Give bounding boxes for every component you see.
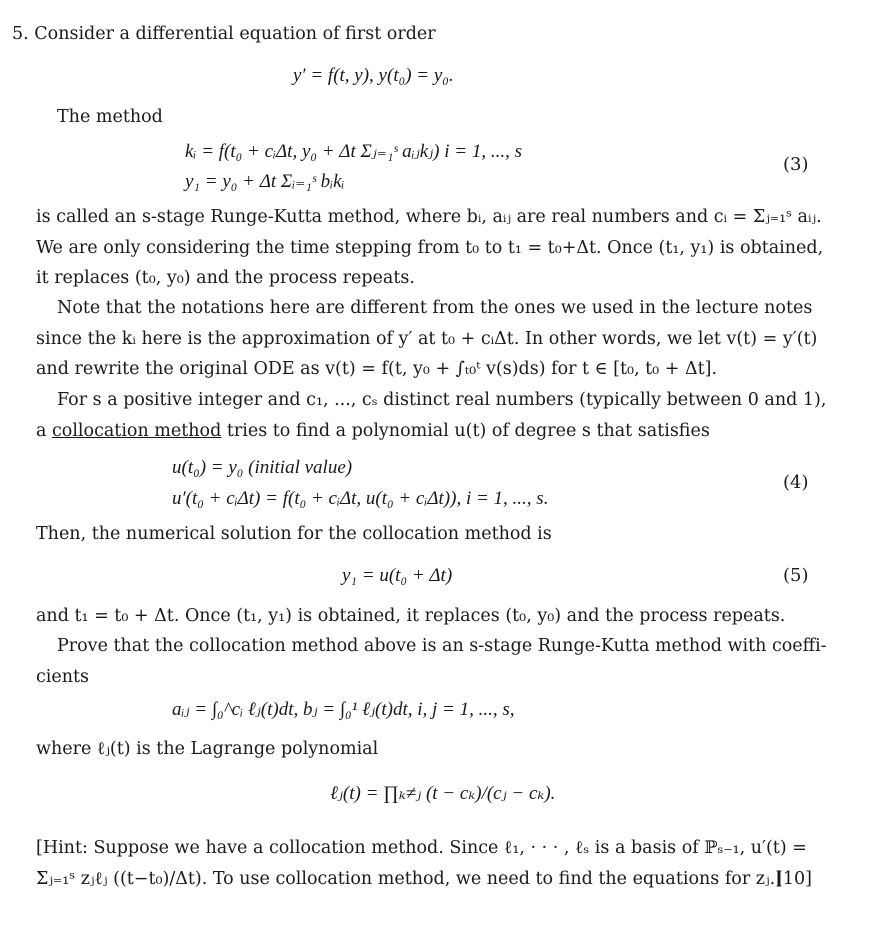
- paragraph-2-line-3: and rewrite the original ODE as v(t) = f(t, y₀ + ∫ₜ₀ᵗ v(s)ds) for t ∈ [t₀, t₀ + Δt].: [36, 359, 718, 379]
- problem-number: 5.: [12, 24, 29, 44]
- p3-suffix: tries to find a polynomial u(t) of degree s that satisfies: [221, 421, 710, 441]
- p3-prefix: a: [36, 421, 52, 441]
- paragraph-2-line-1: Note that the notations here are different from the ones we used in the lecture notes: [57, 298, 813, 318]
- paragraph-3-line-2: [36, 419, 710, 443]
- paragraph-5-line-2: cients: [36, 667, 90, 687]
- collocation-condition: u′(t₀ + cᵢΔt) = f(t₀ + cᵢΔt, u(t₀ + cᵢΔt)), i = 1, ..., s.: [172, 488, 549, 509]
- paragraph-1-line-3: it replaces (t₀, y₀) and the process repeats.: [36, 268, 415, 288]
- paragraph-4-line-1: and t₁ = t₀ + Δt. Once (t₁, y₁) is obtained, it replaces (t₀, y₀) and the process repeats.: [36, 606, 786, 626]
- equation-number-3: (3): [783, 154, 809, 175]
- collocation-initial-condition: u(t₀) = y₀ (initial value): [172, 457, 353, 478]
- where-line: where ℓⱼ(t) is the Lagrange polynomial: [36, 739, 379, 759]
- problem-number-and-intro: [12, 22, 436, 46]
- paragraph-2-line-2: since the kᵢ here is the approximation of y′ at t₀ + cᵢΔt. In other words, we let v(t) = y′(t): [36, 329, 818, 349]
- intro-text: Consider a differential equation of first order: [34, 24, 436, 44]
- then-line: Then, the numerical solution for the collocation method is: [36, 524, 552, 544]
- paragraph-1-line-1: is called an s-stage Runge-Kutta method, where bᵢ, aᵢⱼ are real numbers and cᵢ = Σⱼ₌₁ˢ aᵢⱼ.: [36, 207, 822, 227]
- lagrange-polynomial-formula: ℓⱼ(t) = ∏ₖ≠ⱼ (t − cₖ)/(cⱼ − cₖ).: [330, 783, 556, 804]
- coefficient-formulas: aᵢⱼ = ∫₀^cᵢ ℓⱼ(t)dt, bⱼ = ∫₀¹ ℓⱼ(t)dt, i, j = 1, ..., s,: [172, 699, 515, 720]
- collocation-solution-equation: y₁ = u(t₀ + Δt): [342, 565, 453, 586]
- paragraph-3-line-1: For s a positive integer and c₁, ..., cₛ distinct real numbers (typically between 0 and 1),: [57, 390, 827, 410]
- rk-update-equation: y₁ = y₀ + Δt Σᵢ₌₁ˢ bᵢkᵢ: [185, 171, 345, 192]
- hint-line-1: [Hint: Suppose we have a collocation method. Since ℓ₁, · · · , ℓₛ is a basis of ℙₛ₋₁, u′(t) =: [36, 838, 807, 858]
- method-label: The method: [57, 107, 163, 127]
- paragraph-1-line-2: We are only considering the time stepping from t₀ to t₁ = t₀+Δt. Once (t₁, y₁) is obtained,: [36, 238, 824, 258]
- paragraph-5-line-1: Prove that the collocation method above is an s-stage Runge-Kutta method with coeffi-: [57, 636, 827, 656]
- equation-number-5: (5): [783, 565, 809, 586]
- collocation-method-term: collocation method: [52, 421, 222, 441]
- rk-stage-equation: kᵢ = f(t₀ + cᵢΔt, y₀ + Δt Σⱼ₌₁ˢ aᵢⱼkⱼ) i = 1, ..., s: [185, 141, 522, 162]
- equation-number-4: (4): [783, 472, 809, 493]
- hint-line-2: Σⱼ₌₁ˢ zⱼℓⱼ ((t−t₀)/Δt). To use collocation method, we need to find the equations for zⱼ.]: [36, 869, 782, 889]
- ode-equation: y′ = f(t, y), y(t₀) = y₀.: [293, 65, 454, 86]
- marks-label: [10]: [776, 869, 812, 889]
